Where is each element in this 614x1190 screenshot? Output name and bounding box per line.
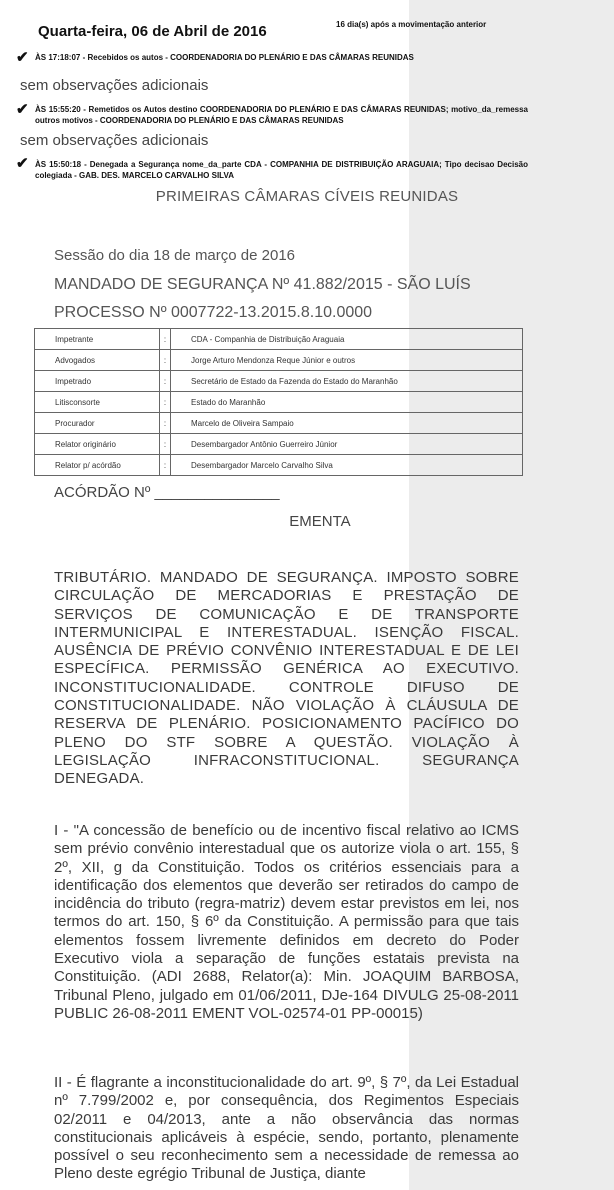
checkmark-icon: ✔	[16, 101, 29, 118]
party-separator: :	[160, 455, 171, 476]
party-role: Impetrado	[35, 371, 160, 392]
party-separator: :	[160, 413, 171, 434]
party-separator: :	[160, 392, 171, 413]
party-role: Advogados	[35, 350, 160, 371]
party-row	[35, 434, 523, 455]
party-row	[35, 350, 523, 371]
party-separator: :	[160, 371, 171, 392]
acordao-number: ACÓRDÃO Nº _______________	[54, 484, 280, 501]
checkmark-icon: ✔	[16, 155, 29, 172]
party-name: Desembargador Marcelo Carvalho Silva	[171, 455, 523, 476]
party-row	[35, 455, 523, 476]
party-separator: :	[160, 350, 171, 371]
ementa-text: TRIBUTÁRIO. MANDADO DE SEGURANÇA. IMPOSTO SOBRE CIRCULAÇÃO DE MERCADORIAS E PRESTAÇÃO DE SERVIÇOS DE COMUNICAÇÃO E DE TRANSPORTE INTERMUNICIPAL E INTERESTADUAL. ISENÇÃO FISCAL. AUSÊNCIA DE PRÉVIO CONVÊNIO INTERESTADUAL E DE LEI ESPECÍFICA. PERMISSÃO GENÉRICA AO EXECUTIVO. INCONSTITUCIONALIDADE. CONTROLE DIFUSO DE CONSTITUCIONALIDADE. NÃO VIOLAÇÃO À CLÁUSULA DE RESERVA DE PLENÁRIO. POSICIONAMENTO PACÍFICO DO PLENO DO STF SOBRE A QUESTÃO. VIOLAÇÃO À LEGISLAÇÃO INFRACONSTITUCIONAL. SEGURANÇA DENEGADA.	[54, 569, 519, 788]
parties-table	[34, 328, 523, 476]
party-name: Estado do Maranhão	[171, 392, 523, 413]
party-role: Impetrante	[35, 329, 160, 350]
movement-entry: ÀS 15:50:18 - Denegada a Segurança nome_da_parte CDA - COMPANHIA DE DISTRIBUIÇÃO ARAGUAIA; Tipo decisao Decisão colegiada - GAB. DES. MARCELO CARVALHO SILVA	[35, 160, 528, 180]
process-number: PROCESSO Nº 0007722-13.2015.8.10.0000	[54, 304, 373, 321]
party-name: Secretário de Estado da Fazenda do Estado do Maranhão	[171, 371, 523, 392]
party-row	[35, 413, 523, 434]
party-name: Marcelo de Oliveira Sampaio	[171, 413, 523, 434]
court-title: PRIMEIRAS CÂMARAS CÍVEIS REUNIDAS	[155, 188, 459, 205]
party-separator: :	[160, 434, 171, 455]
checkmark-icon: ✔	[16, 49, 29, 66]
party-row	[35, 392, 523, 413]
party-name: CDA - Companhia de Distribuição Araguaia	[171, 329, 523, 350]
party-row	[35, 329, 523, 350]
party-name: Jorge Arturo Mendonza Reque Júnior e outros	[171, 350, 523, 371]
ementa-heading: EMENTA	[289, 513, 351, 530]
days-since-label: 16 dia(s) após a movimentação anterior	[336, 20, 487, 29]
party-role: Litisconsorte	[35, 392, 160, 413]
movement-date: Quarta-feira, 06 de Abril de 2016	[38, 23, 267, 40]
paragraph-1: I - "A concessão de benefício ou de incentivo fiscal relativo ao ICMS sem prévio convênio interestadual que os autorize viola o art. 155, § 2º, XII, g da Constituição. Todos os critérios essenciais para a identificação dos elementos que deverão ser retirados do campo de incidência do tributo (regra-matriz) devem estar previstos em lei, nos termos do art. 150, § 6º da Constituição. A permissão para que tais elementos fossem livremente definidos em decreto do Poder Executivo viola a separação de funções estatais prevista na Constituição. (ADI 2688, Relator(a): Min. JOAQUIM BARBOSA, Tribunal Pleno, julgado em 01/06/2011, DJe-164 DIVULG 25-08-2011 PUBLIC 26-08-2011 EMENT VOL-02574-01 PP-00015)	[54, 822, 519, 1022]
paragraph-2: II - É flagrante a inconstitucionalidade do art. 9º, § 7º, da Lei Estadual nº 7.799/2002 e, por consequência, dos Regimentos Especiais 02/2011 e 04/2013, ante a não observância das normas constitucionais aplicáveis à espécie, sendo, portanto, plenamente possível o seu reconhecimento sem a necessidade de remessa ao Pleno deste egrégio Tribunal de Justiça, diante	[54, 1074, 519, 1183]
party-separator: :	[160, 329, 171, 350]
party-role: Procurador	[35, 413, 160, 434]
party-role: Relator p/ acórdão	[35, 455, 160, 476]
party-row	[35, 371, 523, 392]
party-name: Desembargador Antônio Guerreiro Júnior	[171, 434, 523, 455]
movement-note: sem observações adicionais	[20, 77, 209, 94]
movement-entry: ÀS 17:18:07 - Recebidos os autos - COORDENADORIA DO PLENÁRIO E DAS CÂMARAS REUNIDAS	[35, 53, 414, 62]
movement-entry: ÀS 15:55:20 - Remetidos os Autos destino COORDENADORIA DO PLENÁRIO E DAS CÂMARAS REUNIDAS; motivo_da_remessa outros motivos - COORDENADORIA DO PLENÁRIO E DAS CÂMARAS REUNIDAS	[35, 105, 528, 125]
session-date: Sessão do dia 18 de março de 2016	[54, 247, 296, 264]
case-title: MANDADO DE SEGURANÇA Nº 41.882/2015 - SÃO LUÍS	[54, 276, 471, 293]
movement-note: sem observações adicionais	[20, 132, 209, 149]
party-role: Relator originário	[35, 434, 160, 455]
